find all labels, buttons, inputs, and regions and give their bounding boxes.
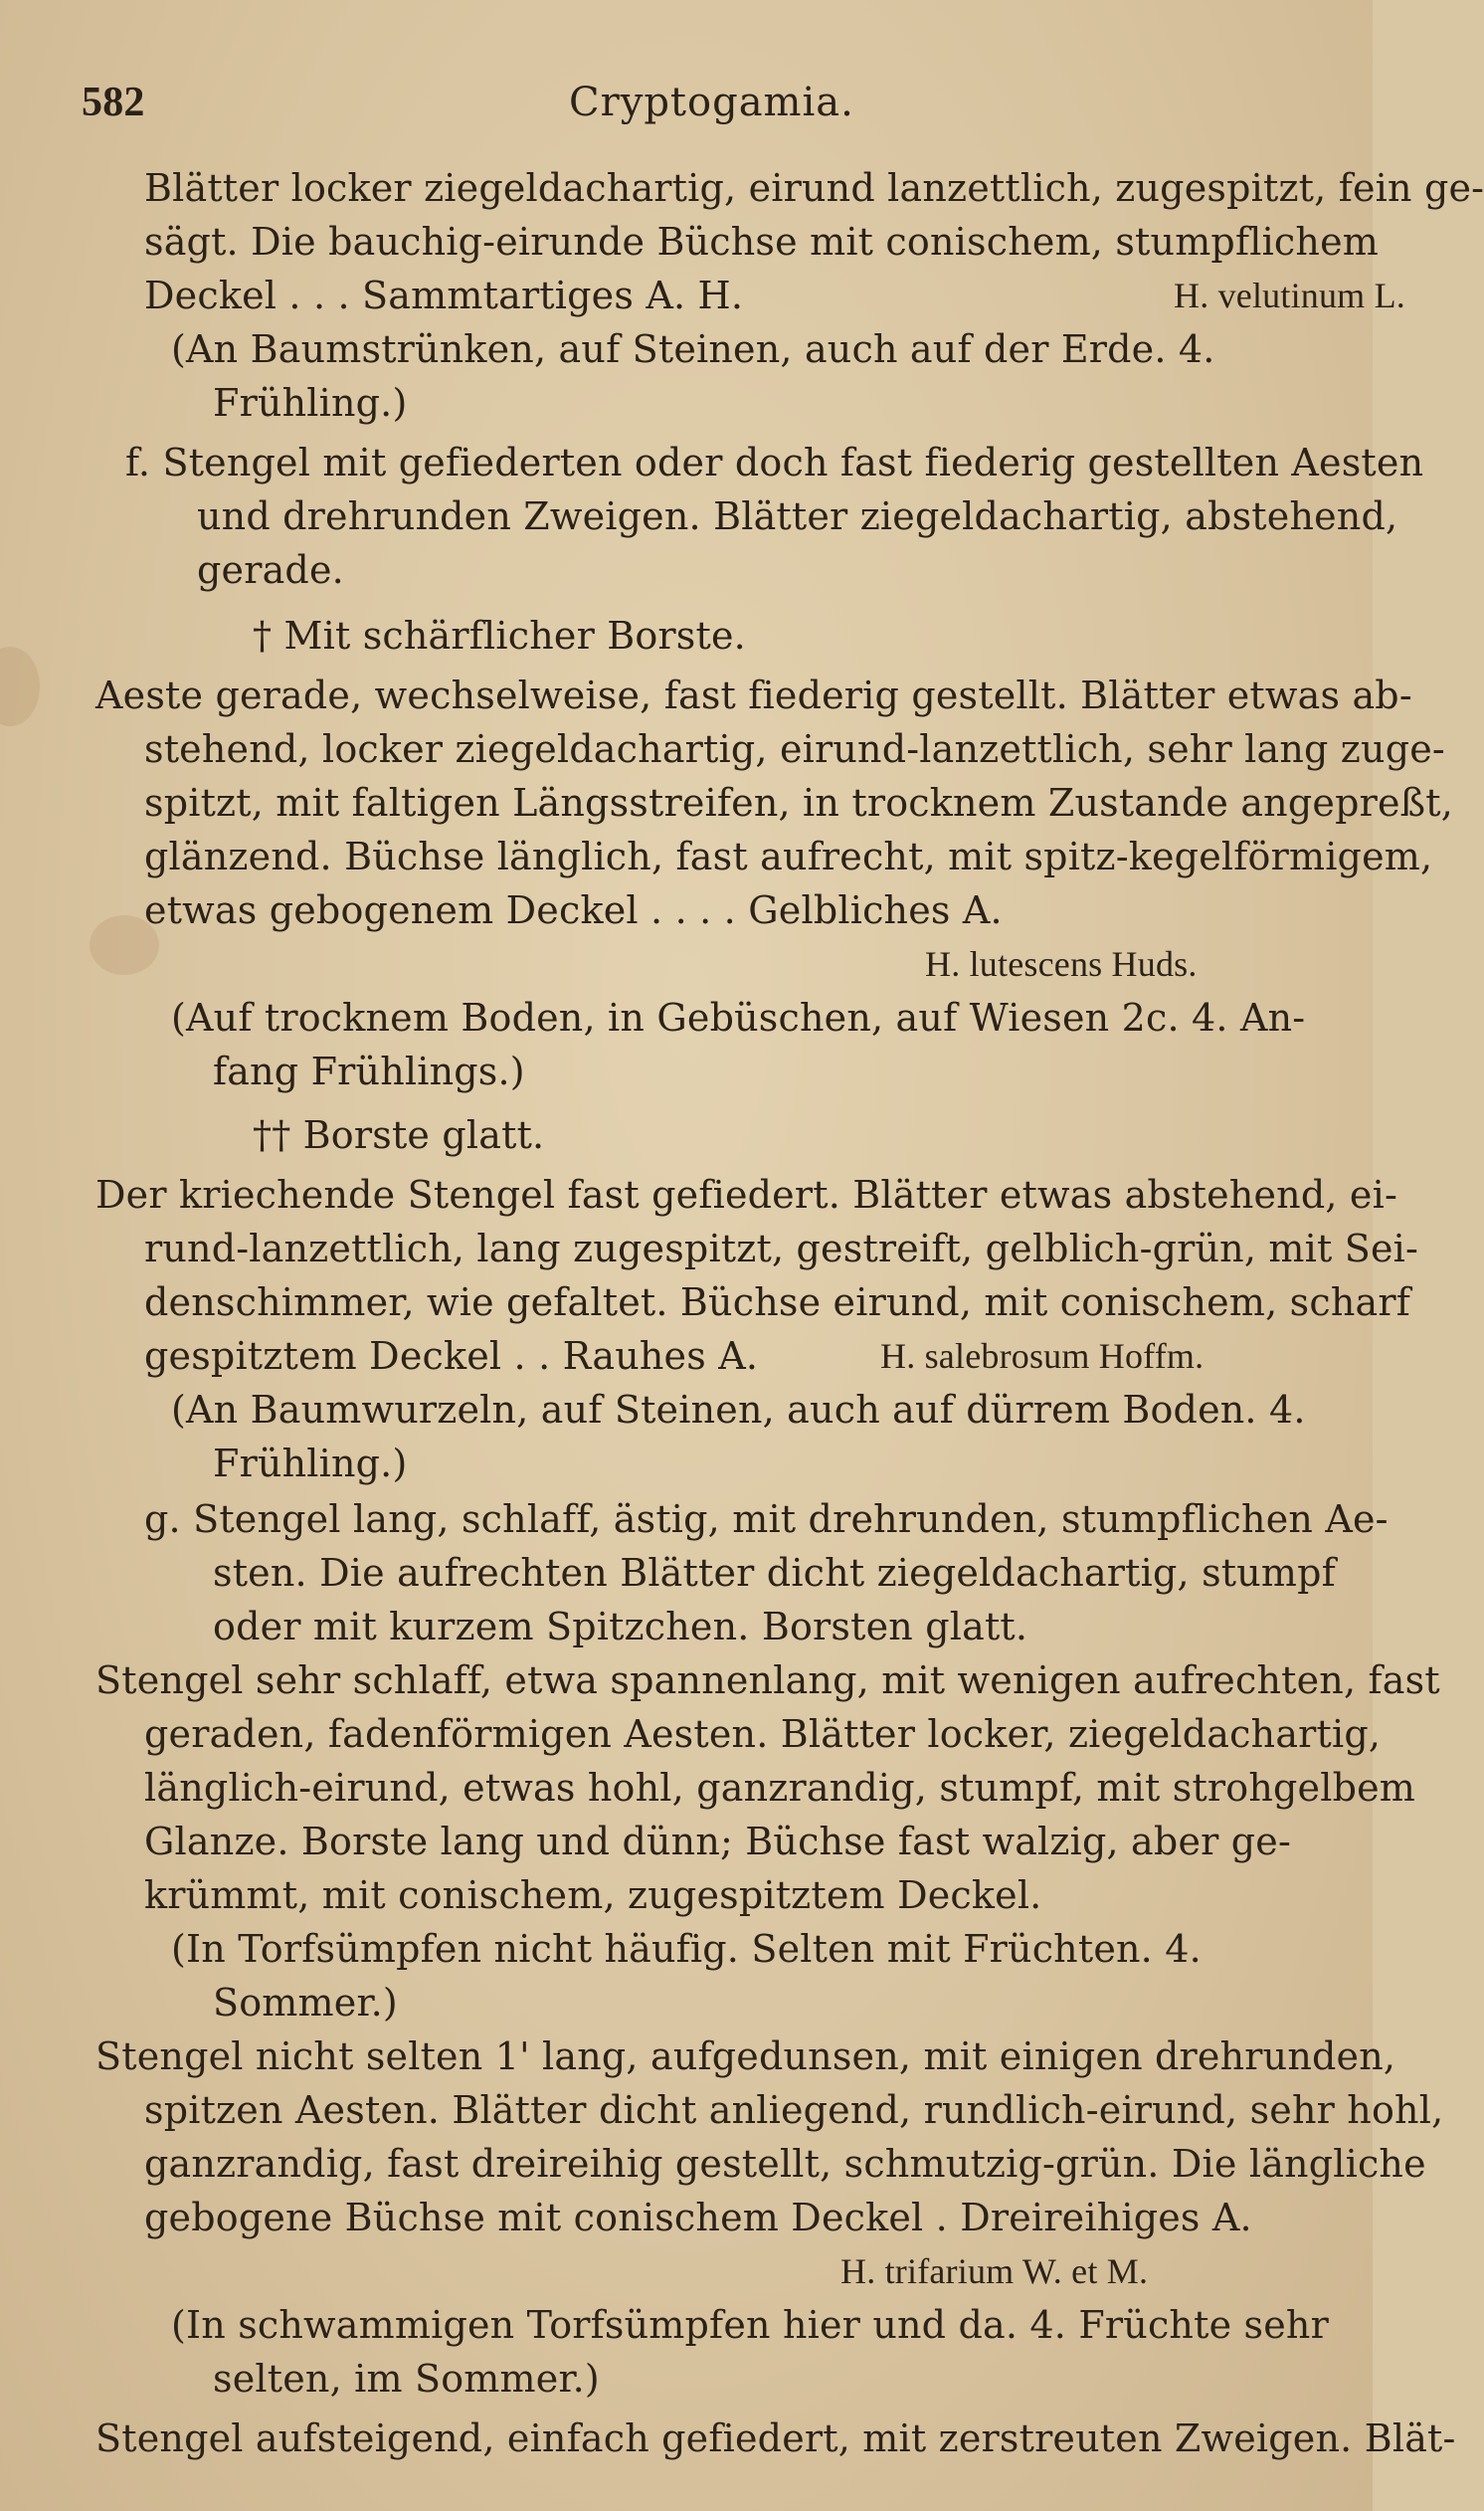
text-line <box>144 1329 1205 1383</box>
text-line: ganzrandig, fast dreireihig gestellt, schmutzig-grün. Die längliche <box>144 2142 1426 2186</box>
text-line: oder mit kurzem Spitzchen. Borsten glatt. <box>213 1605 1028 1648</box>
text-line: krümmt, mit conischem, zugespitztem Deckel. <box>144 1873 1042 1917</box>
text-line: Stengel nicht selten 1' lang, aufgedunsen, mit einigen drehrunden, <box>95 2034 1396 2078</box>
text-line: Aeste gerade, wechselweise, fast fiederig gestellt. Blätter etwas ab- <box>95 674 1412 717</box>
habitat-note: (Auf trocknem Boden, in Gebüschen, auf Wiesen 2c. 4. An- <box>171 996 1306 1040</box>
habitat-note: (In schwammigen Torfsümpfen hier und da. 4. Früchte sehr <box>171 2303 1329 2347</box>
latin-name: H. velutinum L. <box>1174 276 1405 315</box>
subsection-g: g. Stengel lang, schlaff, ästig, mit drehrunden, stumpflichen Ae- <box>144 1497 1389 1541</box>
age-stain <box>0 647 40 726</box>
text-line: länglich-eirund, etwas hohl, ganzrandig, stumpf, mit strohgelbem <box>144 1766 1416 1810</box>
species-line: gespitztem Deckel . . Rauhes A. <box>144 1334 759 1378</box>
species-line: Deckel . . . Sammtartiges A. H. <box>144 274 744 317</box>
text-line: stehend, locker ziegeldachartig, eirund-lanzettlich, sehr lang zuge- <box>144 727 1445 771</box>
text-line: Glanze. Borste lang und dünn; Büchse fast walzig, aber ge- <box>144 1820 1292 1863</box>
text-line: geraden, fadenförmigen Aesten. Blätter locker, ziegeldachartig, <box>144 1712 1382 1756</box>
page-number: 582 <box>82 80 145 125</box>
text-line: sten. Die aufrechten Blätter dicht ziegeldachartig, stumpf <box>213 1551 1336 1595</box>
text-line: spitzt, mit faltigen Längsstreifen, in trocknem Zustande angepreßt, <box>144 781 1453 825</box>
habitat-note: (In Torfsümpfen nicht häufig. Selten mit Früchten. 4. <box>171 1927 1202 1971</box>
text-line: spitzen Aesten. Blätter dicht anliegend, rundlich-eirund, sehr hohl, <box>144 2088 1444 2132</box>
text-line: rund-lanzettlich, lang zugespitzt, gestreift, gelblich-grün, mit Sei- <box>144 1227 1419 1270</box>
latin-name: H. trifarium W. et M. <box>840 2251 1149 2291</box>
running-title: Cryptogamia. <box>569 80 854 125</box>
text-line <box>144 269 1405 322</box>
text-line: Stengel aufsteigend, einfach gefiedert, mit zerstreuten Zweigen. Blät- <box>95 2416 1456 2460</box>
text-line: denschimmer, wie gefaltet. Büchse eirund, mit conischem, scharf <box>144 1280 1410 1324</box>
latin-name: H. lutescens Huds. <box>925 944 1198 984</box>
habitat-note: (An Baumstrünken, auf Steinen, auch auf der Erde. 4. <box>171 327 1215 371</box>
habitat-note: fang Frühlings.) <box>213 1050 525 1093</box>
species-line: gebogene Büchse mit conischem Deckel . Dreireihiges A. <box>144 2196 1252 2239</box>
habitat-note: selten, im Sommer.) <box>213 2357 600 2401</box>
species-line: etwas gebogenem Deckel . . . . Gelbliches A. <box>144 888 1003 932</box>
text-line: Der kriechende Stengel fast gefiedert. Blätter etwas abstehend, ei- <box>95 1173 1398 1217</box>
text-line: Stengel sehr schlaff, etwa spannenlang, mit wenigen aufrechten, fast <box>95 1658 1440 1702</box>
habitat-note: Frühling.) <box>213 381 408 425</box>
text-line: sägt. Die bauchig-eirunde Büchse mit conischem, stumpflichem <box>144 220 1380 264</box>
habitat-note: Sommer.) <box>213 1981 398 2025</box>
latin-name: H. salebrosum Hoffm. <box>880 1336 1205 1376</box>
habitat-note: (An Baumwurzeln, auf Steinen, auch auf dürrem Boden. 4. <box>171 1388 1306 1432</box>
subheading-dagger: † Mit schärflicher Borste. <box>253 614 746 658</box>
text-line: gerade. <box>197 548 344 592</box>
habitat-note: Frühling.) <box>213 1442 408 1485</box>
text-line: Blätter locker ziegeldachartig, eirund lanzettlich, zugespitzt, fein ge- <box>144 166 1484 210</box>
text-line: und drehrunden Zweigen. Blätter ziegeldachartig, abstehend, <box>197 494 1398 538</box>
subsection-f: f. Stengel mit gefiederten oder doch fast fiederig gestellten Aesten <box>125 441 1424 484</box>
text-line: glänzend. Büchse länglich, fast aufrecht, mit spitz-kegelförmigem, <box>144 835 1433 878</box>
subheading-dagger: †† Borste glatt. <box>253 1113 545 1157</box>
